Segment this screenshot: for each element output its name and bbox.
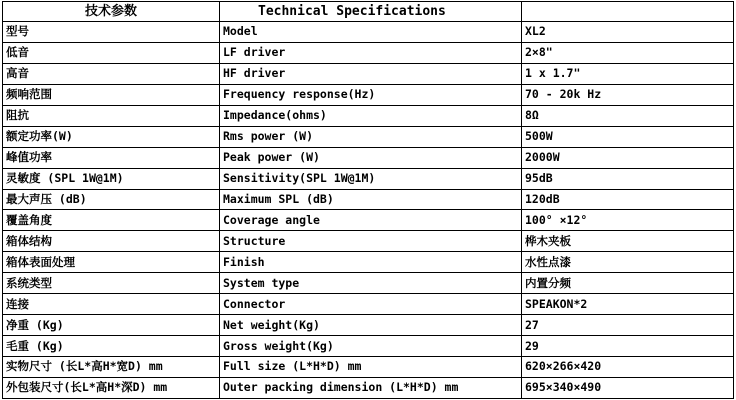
cell-en: HF driver [220, 63, 522, 84]
cell-value: 120dB [522, 189, 734, 210]
cell-cn: 低音 [3, 42, 220, 63]
table-row [3, 147, 734, 168]
cell-cn: 箱体表面处理 [3, 252, 220, 273]
table-row [3, 294, 734, 315]
cell-value: 100° ×12° [522, 210, 734, 231]
table-row [3, 126, 734, 147]
cell-cn: 频响范围 [3, 84, 220, 105]
cell-value: 695×340×490 [522, 377, 734, 398]
cell-cn: 系统类型 [3, 273, 220, 294]
cell-cn: 峰值功率 [3, 147, 220, 168]
cell-cn: 外包装尺寸(长L*高H*深D) mm [3, 377, 220, 398]
cell-value: 内置分频 [522, 273, 734, 294]
cell-cn: 净重 (Kg) [3, 315, 220, 336]
cell-en: Sensitivity(SPL 1W@1M) [220, 168, 522, 189]
table-row [3, 315, 734, 336]
table-row [3, 252, 734, 273]
cell-value: 8Ω [522, 105, 734, 126]
table-row [3, 210, 734, 231]
spec-table [2, 1, 734, 399]
table-row [3, 63, 734, 84]
header-cn: 技术参数 [3, 2, 220, 22]
cell-en: LF driver [220, 42, 522, 63]
table-row [3, 273, 734, 294]
cell-value: 水性点漆 [522, 252, 734, 273]
header-value [522, 2, 734, 22]
table-row [3, 336, 734, 357]
cell-cn: 箱体结构 [3, 231, 220, 252]
cell-cn: 阻抗 [3, 105, 220, 126]
table-row [3, 22, 734, 43]
cell-value: SPEAKON*2 [522, 294, 734, 315]
cell-cn: 连接 [3, 294, 220, 315]
cell-value: 2000W [522, 147, 734, 168]
cell-en: Net weight(Kg) [220, 315, 522, 336]
cell-value: 2×8" [522, 42, 734, 63]
table-row [3, 357, 734, 378]
cell-value: 27 [522, 315, 734, 336]
cell-en: Coverage angle [220, 210, 522, 231]
cell-en: Gross weight(Kg) [220, 336, 522, 357]
cell-en: Connector [220, 294, 522, 315]
cell-en: Outer packing dimension (L*H*D) mm [220, 377, 522, 398]
cell-value: 500W [522, 126, 734, 147]
table-row [3, 189, 734, 210]
cell-value: 1 x 1.7" [522, 63, 734, 84]
cell-en: Rms power (W) [220, 126, 522, 147]
table-row [3, 231, 734, 252]
cell-cn: 覆盖角度 [3, 210, 220, 231]
cell-value: 70 - 20k Hz [522, 84, 734, 105]
cell-en: Maximum SPL (dB) [220, 189, 522, 210]
cell-value: 29 [522, 336, 734, 357]
cell-cn: 高音 [3, 63, 220, 84]
cell-en: Structure [220, 231, 522, 252]
cell-en: Peak power (W) [220, 147, 522, 168]
cell-cn: 最大声压 (dB) [3, 189, 220, 210]
cell-value: 桦木夹板 [522, 231, 734, 252]
table-row [3, 84, 734, 105]
table-row [3, 168, 734, 189]
spec-body [3, 22, 734, 399]
cell-value: 620×266×420 [522, 357, 734, 378]
cell-cn: 额定功率(W) [3, 126, 220, 147]
cell-en: System type [220, 273, 522, 294]
cell-en: Full size (L*H*D) mm [220, 357, 522, 378]
cell-cn: 毛重 (Kg) [3, 336, 220, 357]
cell-cn: 实物尺寸 (长L*高H*宽D) mm [3, 357, 220, 378]
table-row [3, 105, 734, 126]
table-row [3, 377, 734, 398]
cell-cn: 灵敏度 (SPL 1W@1M) [3, 168, 220, 189]
header-row [3, 2, 734, 22]
cell-en: Model [220, 22, 522, 43]
cell-value: 95dB [522, 168, 734, 189]
cell-value: XL2 [522, 22, 734, 43]
header-en: Technical Specifications [220, 2, 522, 22]
cell-cn: 型号 [3, 22, 220, 43]
cell-en: Frequency response(Hz) [220, 84, 522, 105]
cell-en: Impedance(ohms) [220, 105, 522, 126]
cell-en: Finish [220, 252, 522, 273]
table-row [3, 42, 734, 63]
